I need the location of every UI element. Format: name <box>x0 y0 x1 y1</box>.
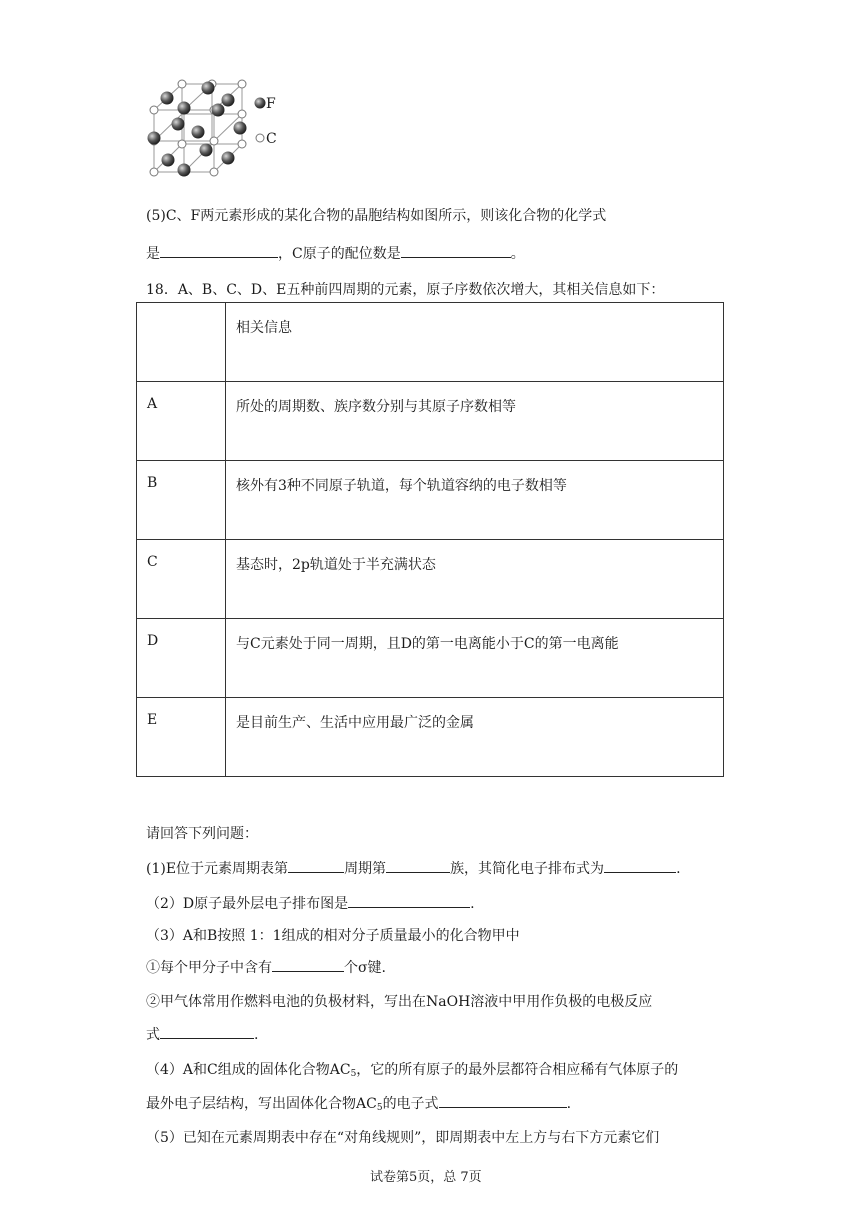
legend-f: F <box>254 96 276 112</box>
q18-part3: （3）A和B按照 1：1组成的相对分子质量最小的化合物甲中 <box>146 928 520 944</box>
answer-blank[interactable] <box>272 957 344 972</box>
q18-intro: 18．A、B、C、D、E五种前四周期的元素，原子序数依次增大，其相关信息如下： <box>146 282 665 298</box>
table-row: C 基态时，2p轨道处于半充满状态 <box>137 540 724 619</box>
answer-blank[interactable] <box>386 858 450 873</box>
answer-blank[interactable] <box>604 858 676 873</box>
element-info-table <box>136 302 724 777</box>
crystal-structure-figure <box>140 74 280 184</box>
q18-part4-line2: 最外电子层结构，写出固体化合物$AC_5$的电子式 . <box>146 1093 571 1113</box>
q18-part3-2-line1: ②甲气体常用作燃料电池的负极材料，写出在NaOH溶液中甲用作负极的电极反应 <box>146 994 653 1010</box>
answer-blank[interactable] <box>348 893 470 908</box>
q18-part3-1: ①每个甲分子中含有 个σ键. <box>146 957 386 977</box>
q5-line1: (5)C、F两元素形成的某化合物的晶胞结构如图所示，则该化合物的化学式 <box>146 208 607 224</box>
table-row: B 核外有3种不同原子轨道，每个轨道容纳的电子数相等 <box>137 461 724 540</box>
q18-prompt: 请回答下列问题： <box>146 826 258 842</box>
legend-c: C <box>254 131 277 147</box>
answer-blank[interactable] <box>160 1024 254 1039</box>
q5-line2: 是 ，C原子的配位数是 。 <box>146 243 525 263</box>
q18-part1: (1)E位于元素周期表第 周期第 族，其简化电子排布式为 . <box>146 858 681 878</box>
table-row: D 与C元素处于同一周期，且D的第一电离能小于C的第一电离能 <box>137 619 724 698</box>
answer-blank[interactable] <box>288 858 344 873</box>
table-row: A 所处的周期数、族序数分别与其原子序数相等 <box>137 382 724 461</box>
answer-blank[interactable] <box>160 243 278 258</box>
answer-blank[interactable] <box>439 1093 567 1108</box>
open-circle-icon <box>254 132 266 144</box>
q18-part4-line1: （4）A和C组成的固体化合物$AC_5$，它的所有原子的最外层都符合相应稀有气体原子的 <box>146 1062 679 1079</box>
filled-sphere-icon <box>254 97 266 109</box>
table-header-row: 相关信息 <box>137 303 724 382</box>
q18-part3-2-line2: 式 . <box>146 1024 258 1044</box>
q18-part5: （5）已知在元素周期表中存在“对角线规则”，即周期表中左上方与右下方元素它们 <box>146 1130 660 1146</box>
q18-part2: （2）D原子最外层电子排布图是 . <box>146 893 475 913</box>
table-row: E 是目前生产、生活中应用最广泛的金属 <box>137 698 724 777</box>
page-footer: 试卷第5页，总 7页 <box>370 1170 482 1185</box>
answer-blank[interactable] <box>401 243 511 258</box>
